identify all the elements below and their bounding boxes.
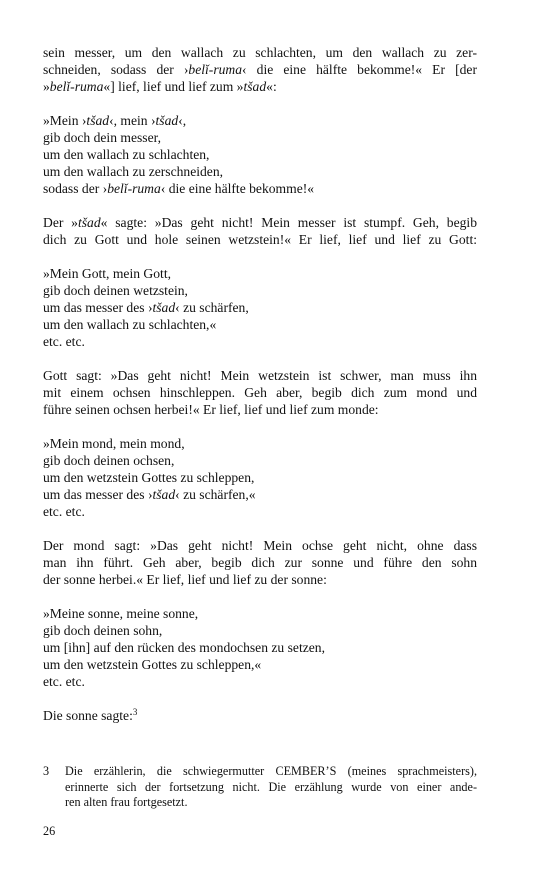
text-span: um das messer des ›: [43, 300, 153, 315]
term-italic: tšad: [243, 79, 267, 94]
text-span: Der »: [43, 215, 78, 230]
text-line: der sonne herbei.« Er lief, lief und lief zu der sonne:: [43, 572, 327, 587]
paragraph-2: [43, 214, 477, 248]
verse-line: etc. etc.: [43, 504, 85, 519]
text-span: «] lief, lief und lief zum »: [103, 79, 244, 94]
footnote-reference[interactable]: 3: [132, 707, 138, 717]
page-number: 26: [43, 824, 56, 838]
text-line: man ihn führt. Geh aber, begib dich zur sonne und führe den sohn: [43, 555, 477, 570]
text-line: Der mond sagt: »Das geht nicht! Mein ochse geht nicht, ohne dass: [43, 538, 477, 553]
text-span: sodass der ›: [43, 181, 108, 196]
verse-line: um den wetzstein Gottes zu schleppen,«: [43, 657, 262, 672]
term-italic: tšad: [152, 487, 176, 502]
verse-4: [43, 605, 477, 690]
verse-line: um den wallach zu schlachten,: [43, 147, 210, 162]
term-italic: tšad: [77, 215, 101, 230]
paragraph-1: [43, 44, 477, 95]
text-line: [43, 214, 477, 231]
verse-line: [43, 486, 477, 503]
text-line: Gott sagt: »Das geht nicht! Mein wetzstein ist schwer, man muss ihn: [43, 368, 477, 383]
verse-line: gib doch dein messer,: [43, 130, 161, 145]
term-italic: belǐ-ruma: [49, 79, 104, 94]
text-span: »Mein ›: [43, 113, 87, 128]
text-span: um das messer des ›: [43, 487, 153, 502]
verse-2: [43, 265, 477, 350]
text-span: ‹, mein ›: [109, 113, 156, 128]
footnote-text: [65, 764, 477, 811]
text-span: ‹ zu schärfen,«: [175, 487, 256, 502]
paragraph-4: [43, 537, 477, 588]
paragraph-5: [43, 707, 477, 724]
text-span: «:: [266, 79, 277, 94]
verse-line: gib doch deinen sohn,: [43, 623, 163, 638]
verse-line: gib doch deinen wetzstein,: [43, 283, 188, 298]
text-line: mit einem ochsen hinschleppen. Geh aber, begib dich zum mond und: [43, 385, 477, 400]
verse-line: um den wallach zu schlachten,«: [43, 317, 217, 332]
text-span: ‹ die eine hälfte bekomme!« Er [der: [242, 62, 477, 77]
verse-1: [43, 112, 477, 197]
text-line: führe seinen ochsen herbei!« Er lief, lief und lief zum monde:: [43, 402, 379, 417]
verse-line: »Mein Gott, mein Gott,: [43, 266, 171, 281]
verse-line: »Mein mond, mein mond,: [43, 436, 185, 451]
text-line: [43, 61, 477, 78]
term-italic: belǐ-ruma: [188, 62, 243, 77]
text-line: [43, 707, 477, 724]
verse-line: etc. etc.: [43, 674, 85, 689]
verse-line: um [ihn] auf den rücken des mondochsen zu setzen,: [43, 640, 325, 655]
footnote-line: Die erzählerin, die schwiegermutter CEMBER’S (meines sprachmeisters),: [65, 764, 477, 778]
page-body: [43, 44, 477, 741]
paragraph-3: [43, 367, 477, 418]
verse-line: »Meine sonne, meine sonne,: [43, 606, 199, 621]
term-italic: tšad: [155, 113, 179, 128]
text-line: sein messer, um den wallach zu schlachten, um den wallach zu zer-: [43, 45, 477, 60]
verse-line: um den wetzstein Gottes zu schleppen,: [43, 470, 255, 485]
text-span: ‹,: [178, 113, 187, 128]
verse-line: etc. etc.: [43, 334, 85, 349]
text-span: Die sonne sagte:: [43, 708, 133, 723]
verse-line: gib doch deinen ochsen,: [43, 453, 175, 468]
text-line: [43, 78, 477, 95]
footnote: [43, 764, 477, 811]
verse-line: um den wallach zu zerschneiden,: [43, 164, 224, 179]
term-italic: belǐ-ruma: [107, 181, 161, 196]
term-italic: tšad: [86, 113, 110, 128]
verse-line: [43, 299, 477, 316]
term-italic: tšad: [152, 300, 176, 315]
text-line: dich zu Gott und hole seinen wetzstein!« Er lief, lief und lief zu Gott:: [43, 232, 477, 247]
text-span: ‹ die eine hälfte bekomme!«: [160, 181, 315, 196]
verse-3: [43, 435, 477, 520]
text-span: « sagte: »Das geht nicht! Mein messer ist stumpf. Geh, begib: [100, 215, 477, 230]
footnote-line: ren alten frau fortgesetzt.: [65, 795, 188, 809]
verse-line: [43, 180, 477, 197]
text-span: schneiden, sodass der ›: [43, 62, 189, 77]
text-span: »: [43, 79, 50, 94]
footnote-line: erinnerte sich der fortsetzung nicht. Die erzählung wurde von einer ande-: [65, 779, 477, 794]
text-span: ‹ zu schärfen,: [175, 300, 249, 315]
verse-line: [43, 112, 477, 129]
footnote-number: 3: [43, 764, 50, 778]
